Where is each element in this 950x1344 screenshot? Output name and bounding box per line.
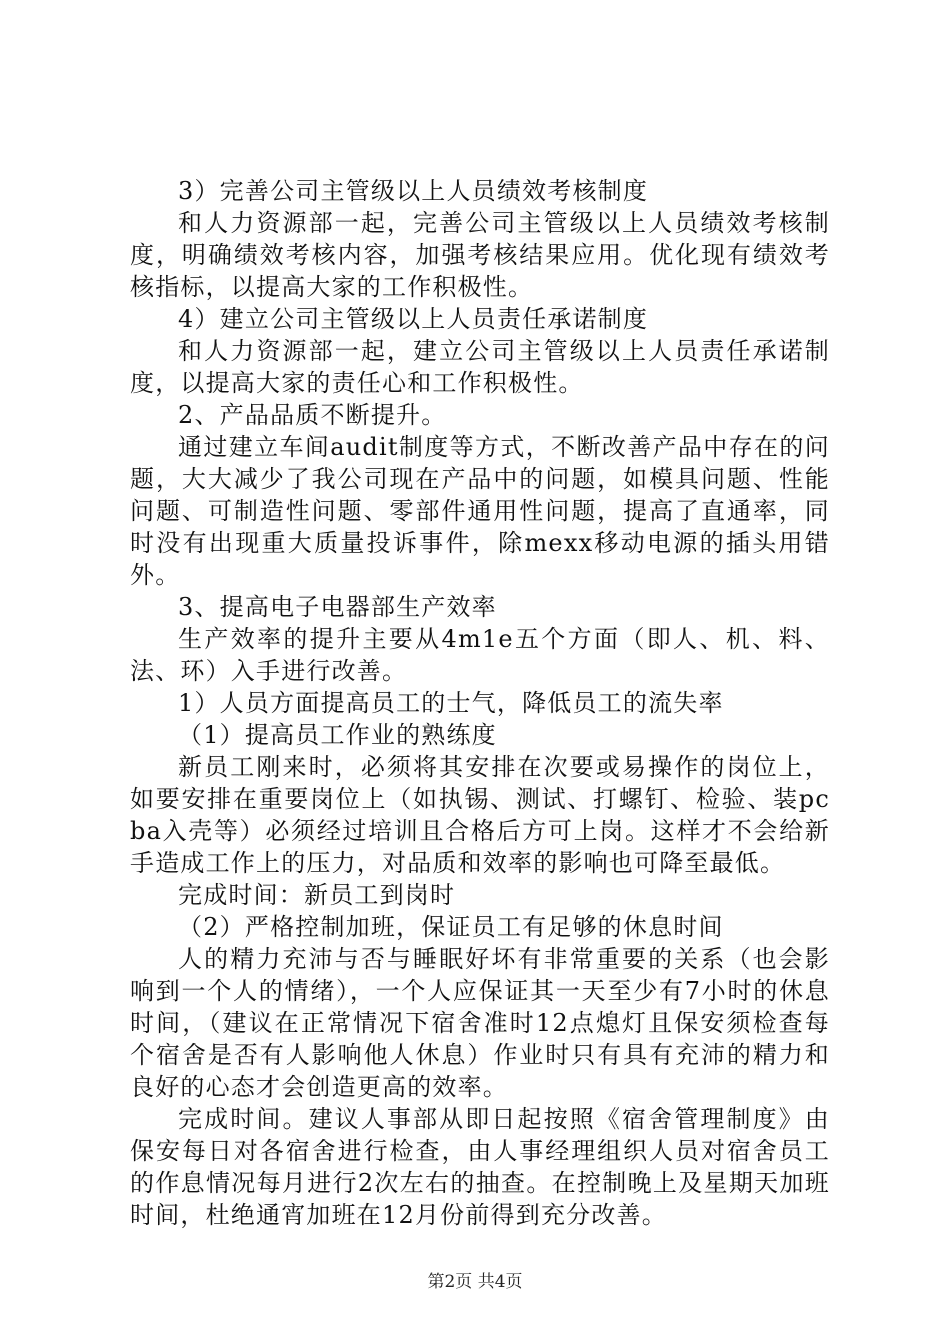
document-body — [130, 175, 830, 1231]
subheading-proficiency: （1）提高员工作业的熟练度 — [178, 721, 497, 749]
paragraph-performance-review: 和人力资源部一起，完善公司主管级以上人员绩效考核制度，明确绩效考核内容，加强考核结果应用。优化现有绩效考核指标，以提高大家的工作积极性。 — [130, 209, 830, 301]
paragraph-4m1e: 生产效率的提升主要从4m1e五个方面（即人、机、料、法、环）入手进行改善。 — [130, 625, 830, 685]
paragraph-product-quality: 通过建立车间audit制度等方式，不断改善产品中存在的问题，大大减少了我公司现在产品中的问题，如模具问题、性能问题、可制造性问题、零部件通用性问题，提高了直通率，同时没有出现重大质量投诉事件，除mexx移动电源的插头用错外。 — [130, 433, 830, 589]
section-heading-product-quality: 2、产品品质不断提升。 — [178, 401, 447, 429]
page-footer: 第2页 共4页 — [427, 1272, 523, 1292]
section-heading-staff-morale: 1）人员方面提高员工的士气，降低员工的流失率 — [178, 689, 724, 717]
paragraph-responsibility-commitment: 和人力资源部一起，建立公司主管级以上人员责任承诺制度，以提高大家的责任心和工作积极性。 — [130, 337, 830, 397]
completion-time-new-staff: 完成时间：新员工到岗时 — [178, 881, 456, 909]
subheading-overtime-control: （2）严格控制加班，保证员工有足够的休息时间 — [178, 913, 724, 941]
paragraph-rest-time: 人的精力充沛与否与睡眠好坏有非常重要的关系（也会影响到一个人的情绪），一个人应保证其一天至少有7小时的休息时间，（建议在正常情况下宿舍准时12点熄灯且保安须检查每个宿舍是否有人影响他人休息）作业时只有具有充沛的精力和良好的心态才会创造更高的效率。 — [130, 945, 830, 1101]
section-heading-responsibility-commitment: 4）建立公司主管级以上人员责任承诺制度 — [178, 305, 649, 333]
completion-time-dormitory: 完成时间。建议人事部从即日起按照《宿舍管理制度》由保安每日对各宿舍进行检查，由人事经理组织人员对宿舍员工的作息情况每月进行2次左右的抽查。在控制晚上及星期天加班时间，杜绝通宵加班在12月份前得到充分改善。 — [130, 1105, 830, 1229]
paragraph-new-staff: 新员工刚来时，必须将其安排在次要或易操作的岗位上，如要安排在重要岗位上（如执锡、测试、打螺钉、检验、装pcba入壳等）必须经过培训且合格后方可上岗。这样才不会给新手造成工作上的压力，对品质和效率的影响也可降至最低。 — [130, 753, 830, 877]
section-heading-performance-review: 3）完善公司主管级以上人员绩效考核制度 — [178, 177, 649, 205]
section-heading-production-efficiency: 3、提高电子电器部生产效率 — [178, 593, 497, 621]
